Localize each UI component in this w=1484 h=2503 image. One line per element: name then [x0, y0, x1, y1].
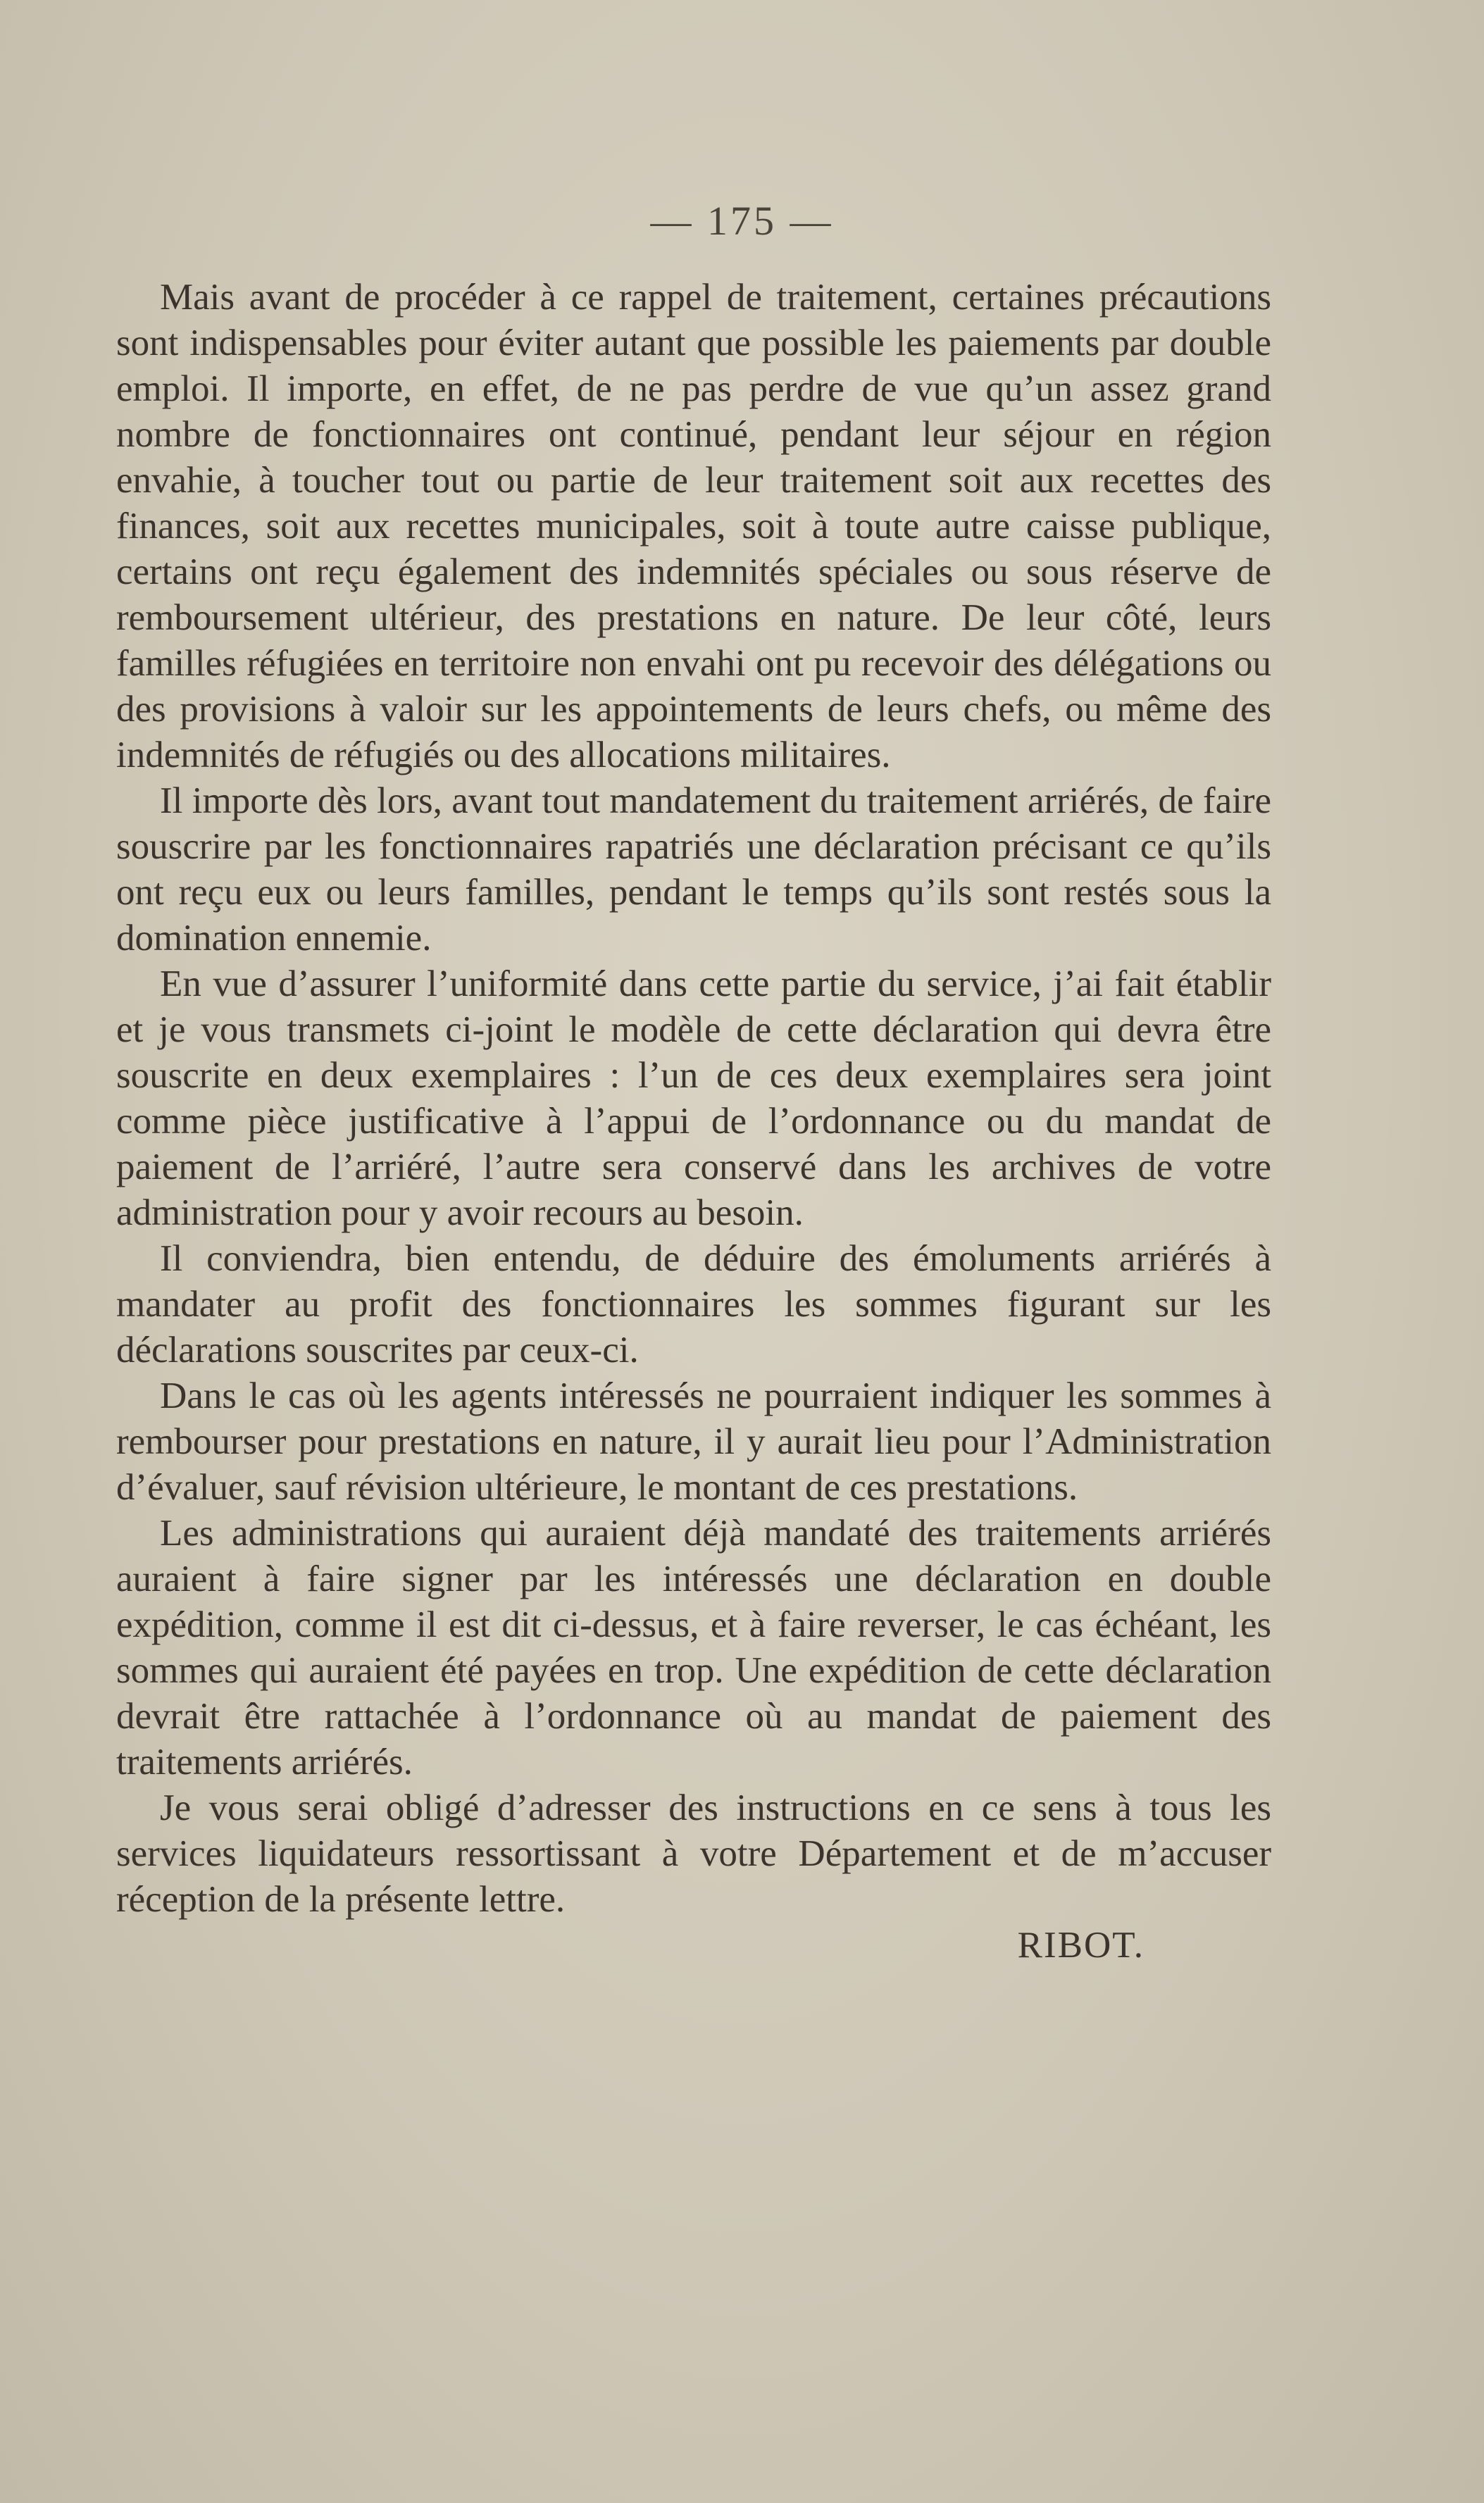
paragraph-6: Les administrations qui auraient déjà mandaté des traitements arriérés auraient à faire signer par les intéressés une déclaration en double expédition, comme il est dit ci-dessus, et à faire reverser, le cas échéant, les sommes qui auraient été payées en trop. Une expédition de cette déclaration devrait être rattachée à l’ordonnance où au mandat de paiement des traitements arriérés.: [116, 1513, 1271, 1783]
paragraph-2: Il importe dès lors, avant tout mandatement du traitement arriérés, de faire souscrire par les fonctionnaires rapatriés une déclaration précisant ce qu’ils ont reçu eux ou leurs familles, pendant le temps qu’ils sont restés sous la domination ennemie.: [116, 780, 1271, 959]
page-number: — 175 —: [650, 198, 834, 244]
signature: RIBOT.: [1017, 1925, 1145, 1966]
letter-body: [116, 275, 1271, 1968]
paragraph-4: Il conviendra, bien entendu, de déduire des émoluments arriérés à mandater au profit des fonctionnaires les sommes figurant sur les déclarations souscrites par ceux-ci.: [116, 1238, 1271, 1371]
paragraph-1: Mais avant de procéder à ce rappel de traitement, certaines précautions sont indispensables pour éviter autant que possible les paiements par double emploi. Il importe, en effet, de ne pas perdre de vue qu’un assez grand nombre de fonctionnaires ont continué, pendant leur séjour en région envahie, à toucher tout ou partie de leur traitement soit aux recettes des finances, soit aux recettes municipales, soit à toute autre caisse publique, certains ont reçu également des indemnités spéciales ou sous réserve de remboursement ultérieur, des prestations en nature. De leur côté, leurs familles réfugiées en territoire non envahi ont pu recevoir des délégations ou des provisions à valoir sur les appointements de leurs chefs, ou même des indemnités de réfugiés ou des allocations militaires.: [116, 277, 1271, 775]
paragraph-3: En vue d’assurer l’uniformité dans cette partie du service, j’ai fait établir et je vous transmets ci-joint le modèle de cette déclaration qui devra être souscrite en deux exemplaires : l’un de ces deux exemplaires sera joint comme pièce justificative à l’appui de l’ordonnance ou du mandat de paiement de l’arriéré, l’autre sera conservé dans les archives de votre administration pour y avoir recours au besoin.: [116, 963, 1271, 1233]
paragraph-5: Dans le cas où les agents intéressés ne pourraient indiquer les sommes à rembourser pour prestations en nature, il y aurait lieu pour l’Administration d’évaluer, sauf révision ultérieure, le montant de ces prestations.: [116, 1375, 1271, 1508]
paragraph-7: Je vous serai obligé d’adresser des instructions en ce sens à tous les services liquidateurs ressortissant à votre Département et de m’accuser réception de la présente lettre.: [116, 1787, 1271, 1920]
